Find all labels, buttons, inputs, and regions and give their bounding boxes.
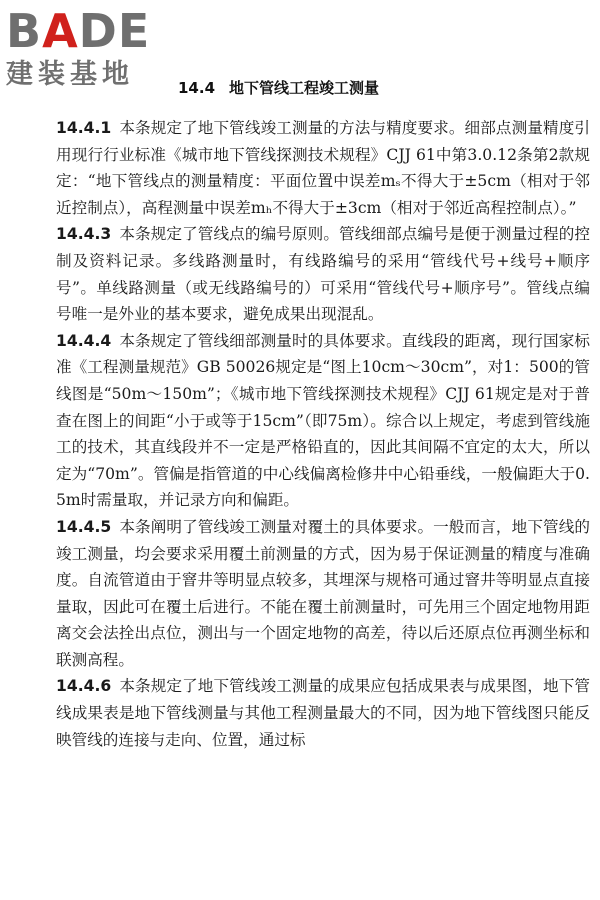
logo-wordmark: BADE: [6, 4, 151, 58]
clause-text: 本条规定了管线点的编号原则。管线细部点编号是便于测量过程的控制及资料记录。多线路测量时，有线路编号的采用“管线代号+线号+顺序号”。单线路测量（或无线路编号的）可采用“管线代号+顺序号”。管线点编号唯一是外业的基本要求，避免成果出现混乱。: [56, 225, 590, 324]
clause-number: 14.4.4: [56, 331, 112, 350]
clause-paragraph: [56, 221, 590, 327]
clause-number: 14.4.6: [56, 677, 112, 696]
clause-paragraph: [56, 115, 590, 221]
clause-paragraph: [56, 514, 590, 674]
clause-number: 14.4.5: [56, 517, 112, 536]
bade-logo: [6, 4, 176, 92]
clause-paragraph: [56, 673, 590, 753]
clause-text: 本条规定了地下管线竣工测量的方法与精度要求。细部点测量精度引用现行行业标准《城市地下管线探测技术规程》CJJ 61中第3.0.12条第2款规定：“地下管线点的测量精度：平面位置中误差mₛ不得大于±5cm（相对于邻近控制点），高程测量中误差mₕ不得大于±3cm（相对于邻近高程控制点）。”: [56, 119, 590, 217]
clause-text: 本条阐明了管线竣工测量对覆土的具体要求。一般而言，地下管线的竣工测量，均会要求采用覆土前测量的方式，因为易于保证测量的精度与准确度。自流管道由于窨井等明显点较多，其埋深与规格可通过窨井等明显点直接量取，因此可在覆土后进行。不能在覆土前测量时，可先用三个固定地物用距离交会法拴出点位，测出与一个固定地物的高差，待以后还原点位再测坐标和联测高程。: [56, 517, 590, 669]
clause-number: 14.4.3: [56, 225, 112, 244]
section-title: 地下管线工程竣工测量: [229, 79, 380, 97]
section-number: 14.4: [178, 79, 216, 97]
clause-number: 14.4.1: [56, 119, 112, 137]
section-heading: [178, 78, 379, 98]
clause-paragraph: [56, 328, 590, 514]
logo-wordmark-accent: A: [42, 4, 79, 58]
body-text: [56, 115, 590, 753]
clause-text: 本条规定了地下管线竣工测量的成果应包括成果表与成果图，地下管线成果表是地下管线测量与其他工程测量最大的不同，因为地下管线图只能反映管线的连接与走向、位置，通过标: [56, 677, 590, 749]
logo-subtitle: 建装基地: [6, 59, 134, 90]
clause-text: 本条规定了管线细部测量时的具体要求。直线段的距离，现行国家标准《工程测量规范》GB 50026规定是“图上10cm～30cm”，对1：500的管线图是“50m～150m”；《城市地下管线探测技术规程》CJJ 61规定是对于普查在图上的间距“小于或等于15cm”（即75m）。综合以上规定，考虑到管线施工的技术，其直线段并不一定是严格铅直的，因此其间隔不宜定的太大，所以定为“70m”。管偏是指管道的中心线偏离检修井中心铅垂线，一般偏距大于0.5m时需量取，并记录方向和偏距。: [56, 331, 590, 510]
